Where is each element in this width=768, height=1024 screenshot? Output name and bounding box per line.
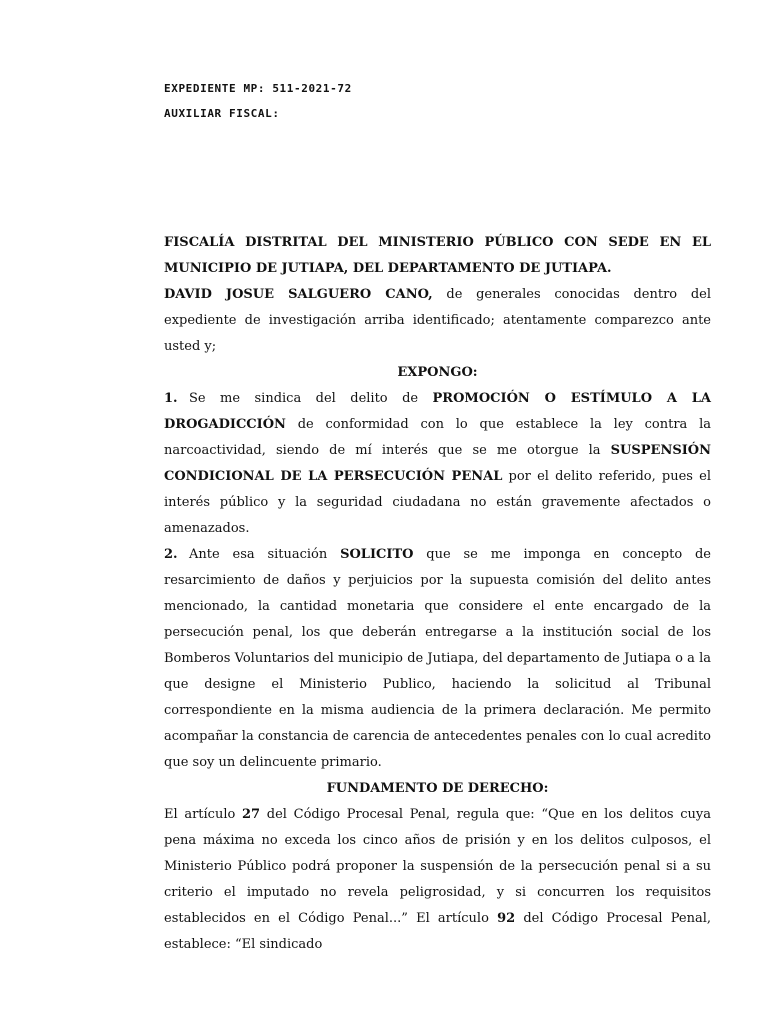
heading-fundamento — [164, 776, 711, 802]
point-1-request: SUSPENSIÓN CONDICIONAL DE LA PERSECUCIÓN PENAL — [164, 443, 711, 484]
document-body — [164, 230, 711, 958]
point-2-text-a: Ante esa situación — [189, 547, 341, 562]
expediente-number: EXPEDIENTE MP: 511-2021-72 — [164, 82, 352, 95]
point-1 — [164, 386, 711, 542]
article-27: 27 — [242, 807, 261, 822]
intro-text: de generales conocidas dentro del expediente de investigación arriba identificado; atentamente comparezco ante usted y; — [164, 287, 711, 354]
point-1-crime: PROMOCIÓN O ESTÍMULO A LA DROGADICCIÓN — [164, 391, 711, 432]
petitioner-name: DAVID JOSUE SALGUERO CANO, — [164, 287, 433, 302]
fundamento-text-c: del Código Procesal Penal, establece: “El sindicado — [164, 911, 712, 952]
point-2-solicito: SOLICITO — [340, 547, 414, 562]
point-1-text-b: de conformidad con lo que establece la ley contra la narcoactividad, siendo de mí interés que se me otorgue la — [164, 417, 711, 458]
point-2 — [164, 542, 711, 776]
heading-expongo — [164, 360, 711, 386]
intro-paragraph — [164, 282, 711, 360]
article-92: 92 — [497, 911, 516, 926]
point-1-number: 1. — [164, 391, 178, 406]
auxiliar-fiscal-label: AUXILIAR FISCAL: — [164, 107, 280, 120]
addressee — [164, 230, 711, 282]
point-2-text-b: que se me imponga en concepto de resarcimiento de daños y perjuicios por la supuesta comisión del delito antes mencionado, la cantidad monetaria que considere el ente encargado de la persecución penal, los que deberán entregarse a la institución social de los Bomberos Voluntarios del municipio de Jutiapa, del departamento de Jutiapa o a la que designe el Ministerio Publico, haciendo la solicitud al Tribunal correspondiente en la misma audiencia de la primera declaración. Me permito acompañar la constancia de carencia de antecedentes penales con lo cual acredito que soy un delincuente primario. — [164, 547, 711, 770]
point-1-text-a: Se me sindica del delito de — [189, 391, 433, 406]
fundamento-text-b: del Código Procesal Penal, regula que: “Que en los delitos cuya pena máxima no exceda los cinco años de prisión y en los delitos culposos, el Ministerio Público podrá proponer la suspensión de la persecución penal si a su criterio el imputado no revela peligrosidad, y si concurren los requisitos establecidos en el Código Penal...” El artículo — [164, 807, 712, 926]
fundamento-paragraph — [164, 802, 711, 958]
heading-fundamento-text: FUNDAMENTO DE DERECHO: — [326, 781, 549, 796]
fundamento-text-a: El artículo — [164, 807, 243, 822]
heading-expongo-text: EXPONGO: — [397, 365, 478, 380]
addressee-text: FISCALÍA DISTRITAL DEL MINISTERIO PÚBLICO CON SEDE EN EL MUNICIPIO DE JUTIAPA, DEL DEPARTAMENTO DE JUTIAPA. — [164, 235, 711, 276]
point-1-text-c: por el delito referido, pues el interés público y la seguridad ciudadana no están gravemente afectados o amenazados. — [164, 469, 711, 536]
point-2-number: 2. — [164, 547, 178, 562]
